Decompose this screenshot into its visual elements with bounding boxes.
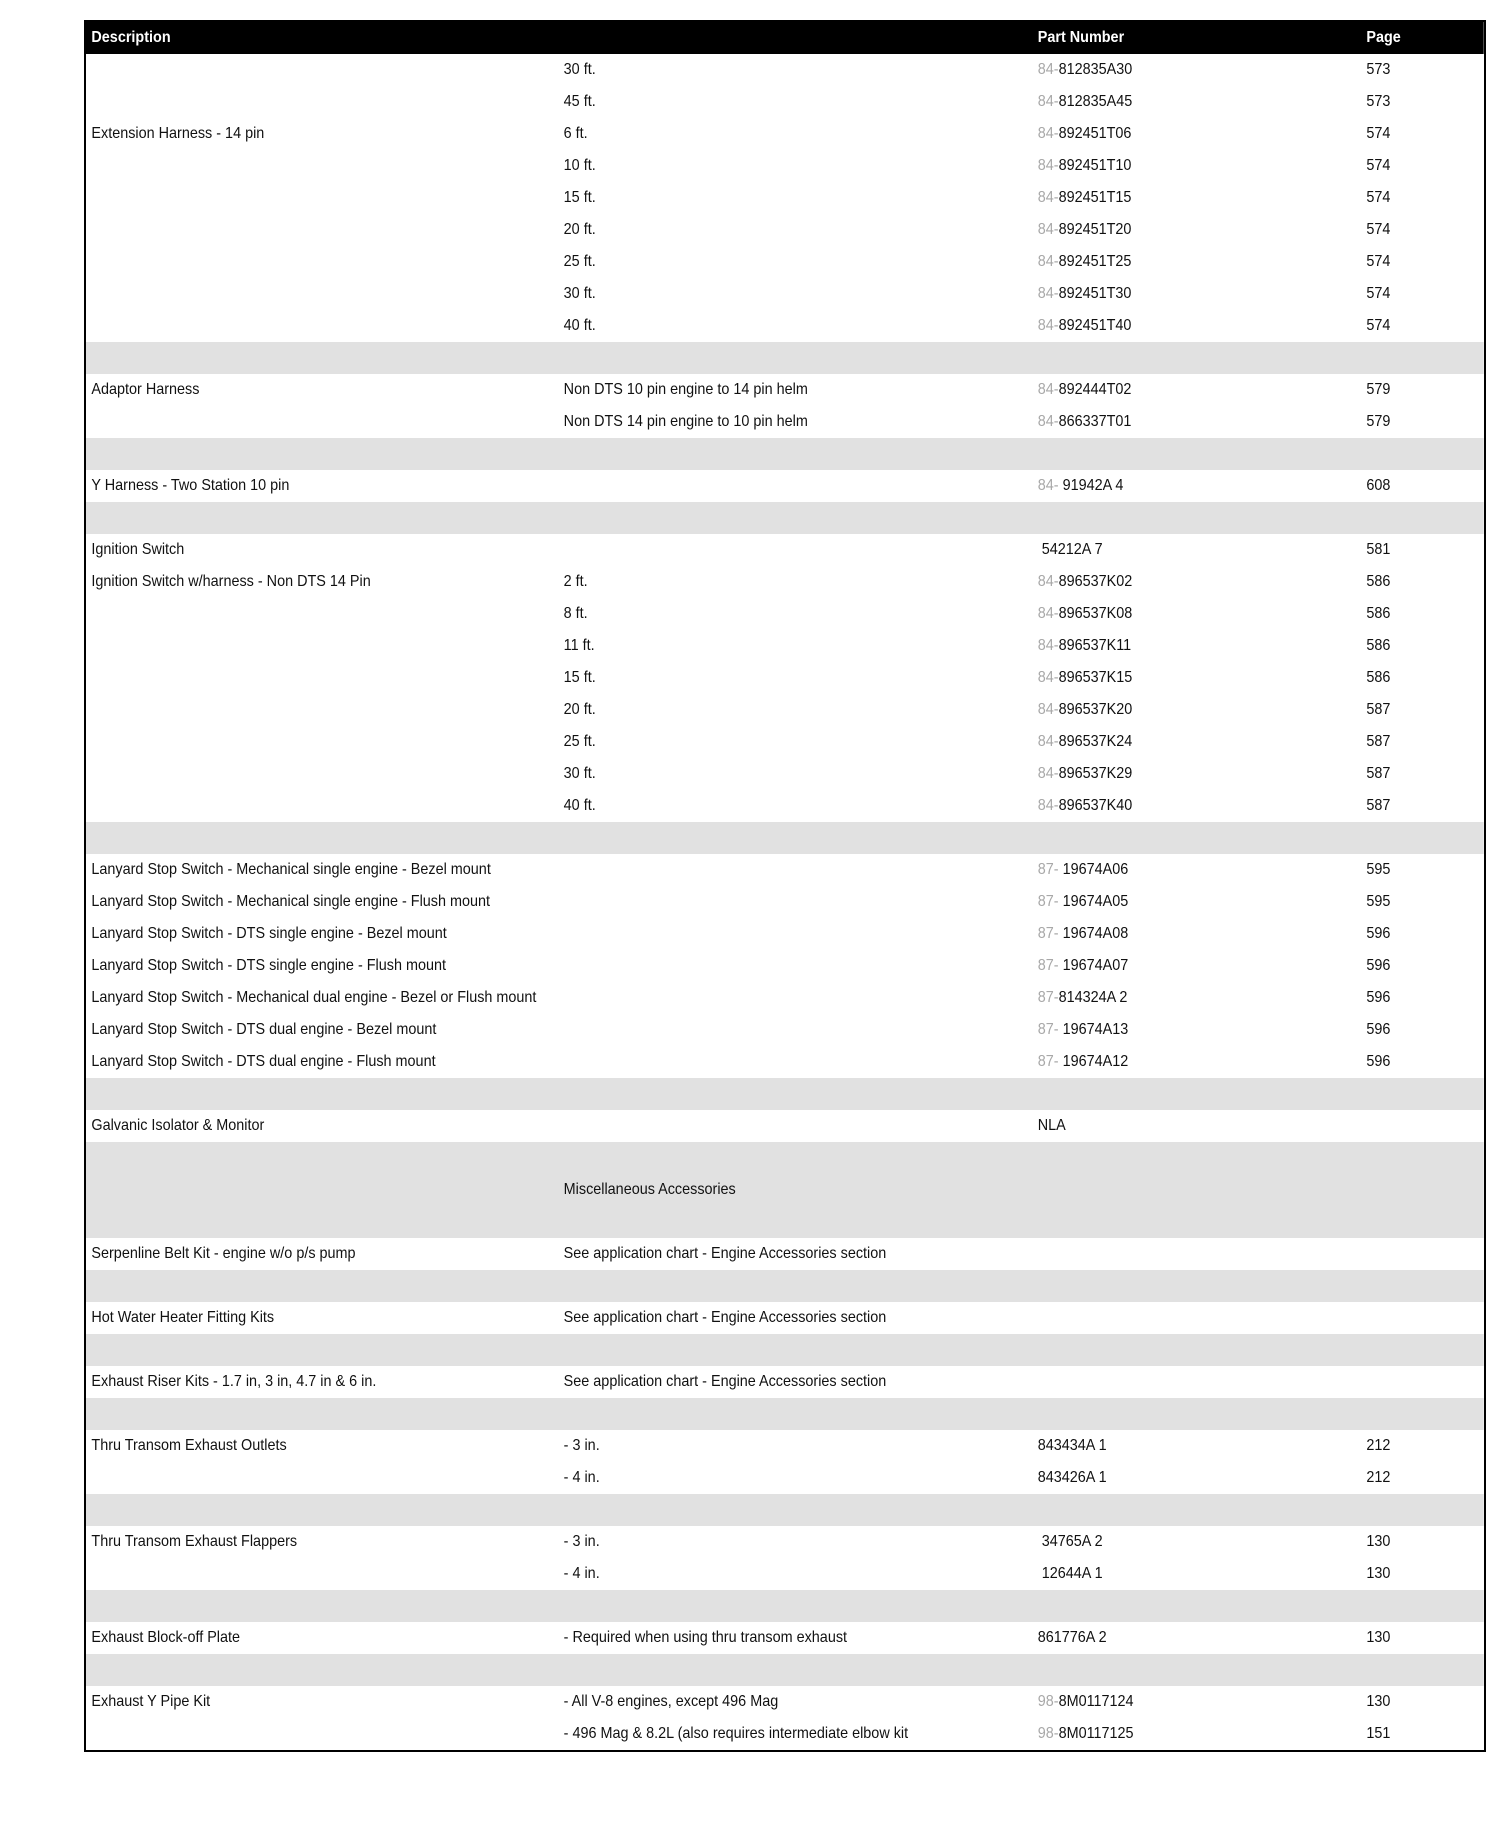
part-number-cell xyxy=(1032,573,1361,591)
table-row xyxy=(86,406,1484,438)
part-number-cell xyxy=(1032,1117,1361,1135)
table-row xyxy=(86,1110,1484,1142)
part-prefix: 84- xyxy=(1037,189,1059,206)
table-row xyxy=(86,758,1484,790)
separator-row xyxy=(86,1078,1484,1110)
page-cell: 212 xyxy=(1366,1437,1391,1454)
table-row xyxy=(86,470,1484,502)
parts-table xyxy=(84,20,1486,1752)
separator-row xyxy=(86,502,1484,534)
description-cell: Thru Transom Exhaust Outlets xyxy=(91,1437,287,1454)
part-prefix: 84- xyxy=(1037,93,1059,110)
detail-cell: 15 ft. xyxy=(563,669,596,686)
detail-cell: 11 ft. xyxy=(563,637,595,654)
part-number-cell xyxy=(1032,1629,1361,1647)
part-prefix: 98- xyxy=(1037,1725,1059,1742)
table-row xyxy=(86,886,1484,918)
part-prefix: 84- xyxy=(1037,381,1059,398)
table-row xyxy=(86,854,1484,886)
part-number-cell xyxy=(1032,1469,1361,1487)
description-cell: Exhaust Riser Kits - 1.7 in, 3 in, 4.7 in & 6 in. xyxy=(91,1373,377,1390)
table-body xyxy=(86,54,1484,1750)
part-prefix: 84- xyxy=(1037,221,1059,238)
part-number: 892451T25 xyxy=(1058,253,1132,270)
separator-row xyxy=(86,1590,1484,1622)
description-cell: Adaptor Harness xyxy=(91,381,200,398)
table-header xyxy=(86,22,1484,54)
page-cell: 581 xyxy=(1366,541,1391,558)
table-row xyxy=(86,278,1484,310)
separator-row xyxy=(86,1398,1484,1430)
part-number: 896537K15 xyxy=(1058,669,1133,686)
part-number-cell xyxy=(1032,669,1361,687)
detail-cell: See application chart - Engine Accessories section xyxy=(563,1309,887,1326)
table-row xyxy=(86,950,1484,982)
table-row xyxy=(86,1238,1484,1270)
part-number: 19674A06 xyxy=(1058,861,1129,878)
description-cell: Exhaust Block-off Plate xyxy=(91,1629,241,1646)
table-row xyxy=(86,1558,1484,1590)
detail-cell: Non DTS 10 pin engine to 14 pin helm xyxy=(563,381,808,398)
table-row xyxy=(86,1430,1484,1462)
part-number: 892451T20 xyxy=(1058,221,1132,238)
part-number-cell xyxy=(1032,189,1361,207)
part-number-cell xyxy=(1032,957,1361,975)
separator-row xyxy=(86,438,1484,470)
part-number-cell xyxy=(1032,989,1361,1007)
table-row xyxy=(86,918,1484,950)
part-number: 19674A07 xyxy=(1058,957,1129,974)
page-cell: 587 xyxy=(1366,701,1391,718)
page-cell: 586 xyxy=(1366,669,1391,686)
detail-cell: - 4 in. xyxy=(563,1565,600,1582)
description-cell: Y Harness - Two Station 10 pin xyxy=(91,477,290,494)
detail-cell: 8 ft. xyxy=(563,605,588,622)
page-cell: 574 xyxy=(1366,125,1391,142)
part-number: 91942A 4 xyxy=(1058,477,1124,494)
part-number-cell xyxy=(1032,1565,1361,1583)
part-number: 892451T30 xyxy=(1058,285,1132,302)
detail-cell: 25 ft. xyxy=(563,733,596,750)
part-number-cell xyxy=(1032,157,1361,175)
table-row xyxy=(86,662,1484,694)
table-row xyxy=(86,630,1484,662)
part-number: 8M0117125 xyxy=(1058,1725,1134,1742)
table-row xyxy=(86,566,1484,598)
detail-cell: - All V-8 engines, except 496 Mag xyxy=(563,1693,779,1710)
part-number-cell xyxy=(1032,317,1361,335)
part-prefix: 87- xyxy=(1037,1021,1059,1038)
part-prefix: 98- xyxy=(1037,1693,1059,1710)
table-row xyxy=(86,374,1484,406)
part-number-cell xyxy=(1032,93,1361,111)
page-cell: 573 xyxy=(1366,61,1391,78)
part-number-cell xyxy=(1032,253,1361,271)
table-row xyxy=(86,118,1484,150)
page-cell: 595 xyxy=(1366,861,1391,878)
page-cell: 595 xyxy=(1366,893,1391,910)
table-row xyxy=(86,246,1484,278)
description-cell: Exhaust Y Pipe Kit xyxy=(91,1693,211,1710)
part-number-cell xyxy=(1032,925,1361,943)
description-cell: Lanyard Stop Switch - DTS single engine - Bezel mount xyxy=(91,925,447,942)
part-number: 892444T02 xyxy=(1058,381,1132,398)
part-number-cell xyxy=(1032,765,1361,783)
page-cell: 130 xyxy=(1366,1629,1391,1646)
part-number-cell xyxy=(1032,285,1361,303)
part-prefix: 84- xyxy=(1037,797,1059,814)
detail-cell: 2 ft. xyxy=(563,573,588,590)
part-number-cell xyxy=(1032,637,1361,655)
page-cell: 574 xyxy=(1366,317,1391,334)
description-cell: Thru Transom Exhaust Flappers xyxy=(91,1533,298,1550)
part-number-cell xyxy=(1032,893,1361,911)
description-cell: Ignition Switch w/harness - Non DTS 14 Pin xyxy=(91,573,371,590)
description-cell: Serpenline Belt Kit - engine w/o p/s pump xyxy=(91,1245,356,1262)
part-number: 812835A45 xyxy=(1058,93,1133,110)
table-row xyxy=(86,310,1484,342)
table-row xyxy=(86,694,1484,726)
part-number-cell xyxy=(1032,733,1361,751)
part-prefix: 84- xyxy=(1037,477,1059,494)
part-number-cell xyxy=(1032,61,1361,79)
part-number: 814324A 2 xyxy=(1058,989,1128,1006)
detail-cell: 40 ft. xyxy=(563,317,596,334)
page-cell: 587 xyxy=(1366,797,1391,814)
part-number: 843426A 1 xyxy=(1037,1469,1107,1486)
table-row xyxy=(86,1046,1484,1078)
part-prefix: 87- xyxy=(1037,1053,1059,1070)
part-number: 54212A 7 xyxy=(1037,541,1103,558)
detail-cell: Miscellaneous Accessories xyxy=(563,1181,736,1198)
page-cell: 608 xyxy=(1366,477,1391,494)
part-number: 812835A30 xyxy=(1058,61,1133,78)
header-part-number: Part Number xyxy=(1037,29,1125,46)
detail-cell: - 496 Mag & 8.2L (also requires intermediate elbow kit xyxy=(563,1725,909,1742)
page-cell: 574 xyxy=(1366,189,1391,206)
part-number: 896537K20 xyxy=(1058,701,1133,718)
detail-cell: 40 ft. xyxy=(563,797,596,814)
detail-cell: 30 ft. xyxy=(563,285,596,302)
part-number-cell xyxy=(1032,413,1361,431)
table-row xyxy=(86,1462,1484,1494)
page-cell: 587 xyxy=(1366,733,1391,750)
table-row xyxy=(86,150,1484,182)
description-cell: Lanyard Stop Switch - Mechanical dual engine - Bezel or Flush mount xyxy=(91,989,537,1006)
page-cell: 586 xyxy=(1366,573,1391,590)
page-cell: 574 xyxy=(1366,221,1391,238)
page-cell: 596 xyxy=(1366,957,1391,974)
part-number-cell xyxy=(1032,125,1361,143)
part-prefix: 87- xyxy=(1037,957,1059,974)
section-heading-row xyxy=(86,1142,1484,1238)
separator-row xyxy=(86,1494,1484,1526)
page-cell: 579 xyxy=(1366,413,1391,430)
table-row xyxy=(86,1622,1484,1654)
header-page: Page xyxy=(1366,29,1401,46)
part-number-cell xyxy=(1032,1053,1361,1071)
part-prefix: 87- xyxy=(1037,989,1059,1006)
part-number-cell xyxy=(1032,797,1361,815)
part-number-cell xyxy=(1032,1437,1361,1455)
page-cell: 587 xyxy=(1366,765,1391,782)
part-number: 843434A 1 xyxy=(1037,1437,1107,1454)
part-prefix: 84- xyxy=(1037,317,1059,334)
part-number-cell xyxy=(1032,221,1361,239)
table-row xyxy=(86,1526,1484,1558)
table-row xyxy=(86,1718,1484,1750)
table-row xyxy=(86,1014,1484,1046)
table-row xyxy=(86,534,1484,566)
table-row xyxy=(86,982,1484,1014)
header-description: Description xyxy=(91,29,171,46)
part-number-cell xyxy=(1032,1533,1361,1551)
part-prefix: 84- xyxy=(1037,605,1059,622)
detail-cell: 25 ft. xyxy=(563,253,596,270)
part-number: 8M0117124 xyxy=(1058,1693,1134,1710)
part-number: 19674A08 xyxy=(1058,925,1129,942)
description-cell: Lanyard Stop Switch - DTS dual engine - Flush mount xyxy=(91,1053,436,1070)
part-number: 892451T10 xyxy=(1058,157,1132,174)
table-row xyxy=(86,182,1484,214)
detail-cell: - 3 in. xyxy=(563,1437,600,1454)
part-number: 892451T40 xyxy=(1058,317,1132,334)
detail-cell: 6 ft. xyxy=(563,125,588,142)
detail-cell: 45 ft. xyxy=(563,93,596,110)
part-number: 892451T06 xyxy=(1058,125,1132,142)
detail-cell: - 4 in. xyxy=(563,1469,600,1486)
description-cell: Ignition Switch xyxy=(91,541,185,558)
separator-row xyxy=(86,1270,1484,1302)
page-cell: 130 xyxy=(1366,1565,1391,1582)
description-cell: Hot Water Heater Fitting Kits xyxy=(91,1309,275,1326)
page-cell: 596 xyxy=(1366,925,1391,942)
part-number: 19674A12 xyxy=(1058,1053,1129,1070)
part-prefix: 84- xyxy=(1037,701,1059,718)
part-prefix: 84- xyxy=(1037,413,1059,430)
table-row xyxy=(86,86,1484,118)
part-prefix: 84- xyxy=(1037,125,1059,142)
table-row xyxy=(86,1302,1484,1334)
part-number: 19674A05 xyxy=(1058,893,1129,910)
page-cell: 596 xyxy=(1366,989,1391,1006)
part-number: 19674A13 xyxy=(1058,1021,1129,1038)
description-cell: Lanyard Stop Switch - Mechanical single engine - Flush mount xyxy=(91,893,491,910)
part-prefix: 84- xyxy=(1037,285,1059,302)
description-cell: Lanyard Stop Switch - Mechanical single engine - Bezel mount xyxy=(91,861,491,878)
part-number: 12644A 1 xyxy=(1037,1565,1103,1582)
description-cell: Extension Harness - 14 pin xyxy=(91,125,265,142)
detail-cell: See application chart - Engine Accessories section xyxy=(563,1245,887,1262)
separator-row xyxy=(86,1654,1484,1686)
description-cell: Lanyard Stop Switch - DTS single engine - Flush mount xyxy=(91,957,446,974)
part-number: NLA xyxy=(1037,1117,1066,1134)
table-row xyxy=(86,214,1484,246)
part-number: 896537K11 xyxy=(1058,637,1132,654)
page-cell: 151 xyxy=(1366,1725,1391,1742)
part-number: 896537K29 xyxy=(1058,765,1133,782)
page-cell: 586 xyxy=(1366,637,1391,654)
part-number-cell xyxy=(1032,541,1361,559)
detail-cell: 20 ft. xyxy=(563,701,596,718)
part-number-cell xyxy=(1032,861,1361,879)
part-prefix: 84- xyxy=(1037,637,1059,654)
part-prefix: 84- xyxy=(1037,61,1059,78)
table-row xyxy=(86,790,1484,822)
part-number: 896537K40 xyxy=(1058,797,1133,814)
page-cell: 212 xyxy=(1366,1469,1391,1486)
detail-cell: 20 ft. xyxy=(563,221,596,238)
table-row xyxy=(86,726,1484,758)
part-number-cell xyxy=(1032,477,1361,495)
detail-cell: Non DTS 14 pin engine to 10 pin helm xyxy=(563,413,808,430)
part-number-cell xyxy=(1032,1021,1361,1039)
page-cell: 596 xyxy=(1366,1021,1391,1038)
part-prefix: 84- xyxy=(1037,765,1059,782)
part-number-cell xyxy=(1032,605,1361,623)
part-number: 861776A 2 xyxy=(1037,1629,1107,1646)
detail-cell: See application chart - Engine Accessories section xyxy=(563,1373,887,1390)
page-cell: 130 xyxy=(1366,1533,1391,1550)
part-number: 34765A 2 xyxy=(1037,1533,1103,1550)
part-prefix: 84- xyxy=(1037,733,1059,750)
page-cell: 574 xyxy=(1366,157,1391,174)
part-number-cell xyxy=(1032,1725,1361,1743)
separator-row xyxy=(86,1334,1484,1366)
detail-cell: 10 ft. xyxy=(563,157,596,174)
part-prefix: 87- xyxy=(1037,925,1059,942)
detail-cell: 30 ft. xyxy=(563,61,596,78)
description-cell: Lanyard Stop Switch - DTS dual engine - Bezel mount xyxy=(91,1021,437,1038)
table-row xyxy=(86,598,1484,630)
part-prefix: 84- xyxy=(1037,253,1059,270)
part-number: 896537K24 xyxy=(1058,733,1133,750)
part-prefix: 84- xyxy=(1037,669,1059,686)
table-row xyxy=(86,1686,1484,1718)
part-number-cell xyxy=(1032,701,1361,719)
separator-row xyxy=(86,342,1484,374)
detail-cell: - 3 in. xyxy=(563,1533,600,1550)
page-cell: 574 xyxy=(1366,253,1391,270)
part-number: 896537K02 xyxy=(1058,573,1133,590)
detail-cell: - Required when using thru transom exhaust xyxy=(563,1629,848,1646)
page-cell: 130 xyxy=(1366,1693,1391,1710)
description-cell: Galvanic Isolator & Monitor xyxy=(91,1117,265,1134)
page-cell: 596 xyxy=(1366,1053,1391,1070)
part-number-cell xyxy=(1032,381,1361,399)
part-prefix: 87- xyxy=(1037,861,1059,878)
part-number-cell xyxy=(1032,1693,1361,1711)
page-cell: 586 xyxy=(1366,605,1391,622)
part-prefix: 84- xyxy=(1037,157,1059,174)
part-prefix: 84- xyxy=(1037,573,1059,590)
table-row xyxy=(86,54,1484,86)
part-number: 866337T01 xyxy=(1058,413,1132,430)
part-prefix: 87- xyxy=(1037,893,1059,910)
part-number: 892451T15 xyxy=(1058,189,1132,206)
page-cell: 579 xyxy=(1366,381,1391,398)
separator-row xyxy=(86,822,1484,854)
detail-cell: 15 ft. xyxy=(563,189,596,206)
table-row xyxy=(86,1366,1484,1398)
page-cell: 573 xyxy=(1366,93,1391,110)
detail-cell: 30 ft. xyxy=(563,765,596,782)
part-number: 896537K08 xyxy=(1058,605,1133,622)
page-cell: 574 xyxy=(1366,285,1391,302)
